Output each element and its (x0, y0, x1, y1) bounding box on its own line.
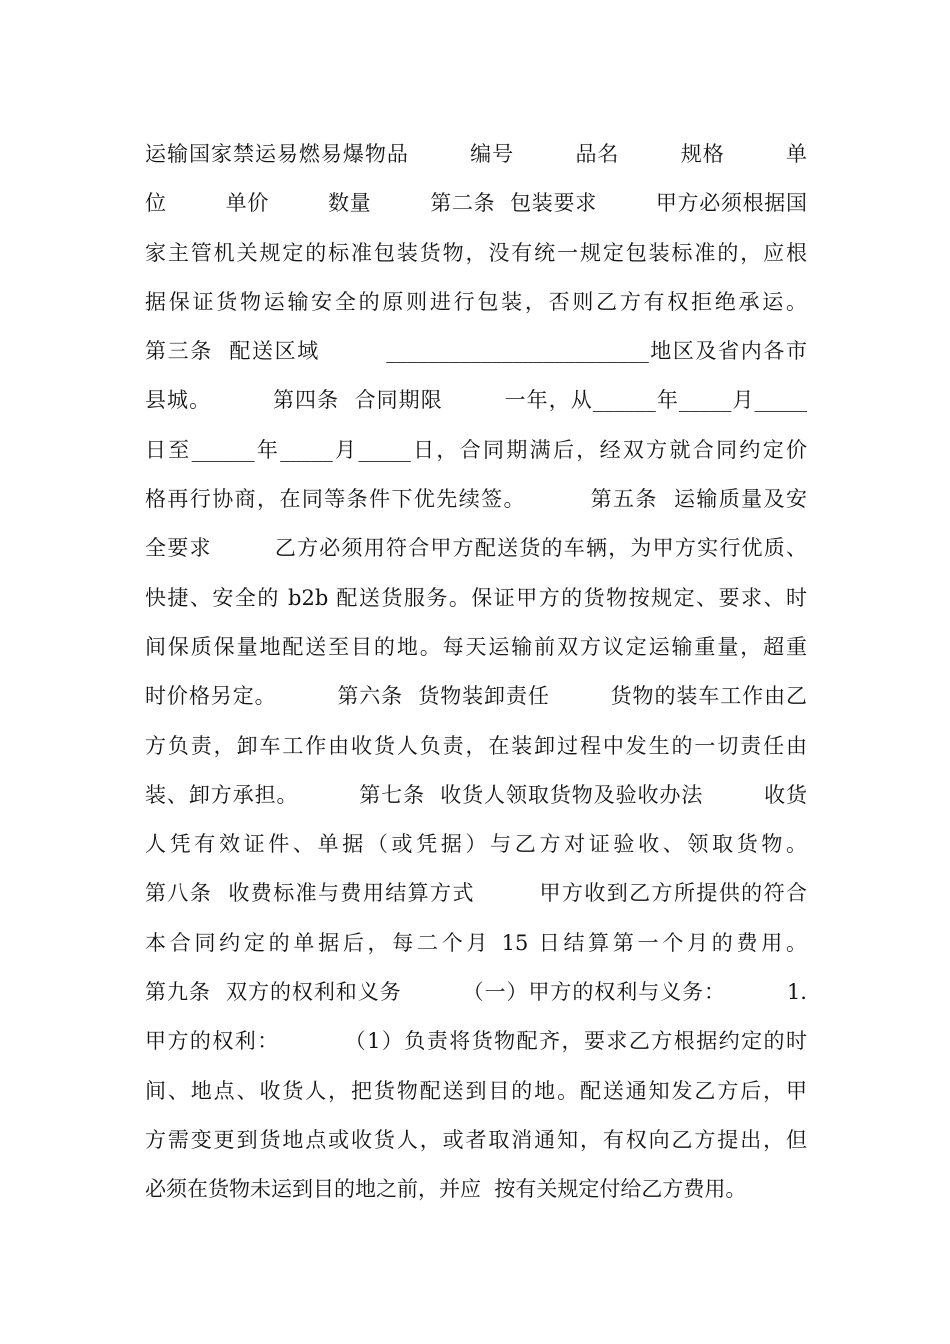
text-line: 必须在货物未运到目的地之前，并应 按有关规定付给乙方费用。 (145, 1177, 747, 1202)
text-line: 时价格另定。 第六条 货物装卸责任 货物的装车工作由乙 (145, 684, 807, 709)
text-line: 全要求 乙方必须用符合甲方配送货的车辆，为甲方实行优质、 (145, 536, 807, 561)
text-line: 格再行协商，在同等条件下优先续签。 第五条 运输质量及安 (145, 487, 807, 512)
text-line: 县城。 第四条 合同期限 一年，从______年_____月_____ (145, 388, 807, 413)
text-line: 装、卸方承担。 第七条 收货人领取货物及验收办法 收货 (145, 782, 807, 807)
text-line: 第九条 双方的权利和义务 （一）甲方的权利与义务： 1. (145, 980, 807, 1005)
text-line: 间保质保量地配送至目的地。每天运输前双方议定运输重量，超重 (145, 634, 807, 659)
contract-body-text (145, 130, 807, 1215)
text-line: 人凭有效证件、单据（或凭据）与乙方对证验收、领取货物。 (145, 832, 807, 857)
text-line: 位 单价 数量 第二条 包装要求 甲方必须根据国 (145, 191, 807, 216)
text-line: 方负责，卸车工作由收货人负责，在装卸过程中发生的一切责任由 (145, 733, 807, 758)
text-line: 本合同约定的单据后，每二个月 15 日结算第一个月的费用。 (145, 930, 807, 955)
text-line: 据保证货物运输安全的原则进行包装，否则乙方有权拒绝承运。 (145, 289, 807, 314)
text-line: 第三条 配送区域 _________________________地区及省内各市 (145, 339, 807, 364)
text-line: 快捷、安全的 b2b 配送货服务。保证甲方的货物按规定、要求、时 (145, 585, 807, 610)
text-line: 日至______年_____月_____日，合同期满后，经双方就合同约定价 (145, 437, 807, 462)
text-line: 间、地点、收货人，把货物配送到目的地。配送通知发乙方后，甲 (145, 1078, 807, 1103)
text-line: 甲方的权利： （1）负责将货物配齐，要求乙方根据约定的时 (145, 1029, 807, 1054)
text-line: 运输国家禁运易燃易爆物品 编号 品名 规格 单 (145, 142, 807, 166)
text-line: 家主管机关规定的标准包装货物，没有统一规定包装标准的，应根 (145, 240, 807, 265)
text-line: 第八条 收费标准与费用结算方式 甲方收到乙方所提供的符合 (145, 881, 807, 906)
text-line: 方需变更到货地点或收货人，或者取消通知，有权向乙方提出，但 (145, 1127, 807, 1152)
